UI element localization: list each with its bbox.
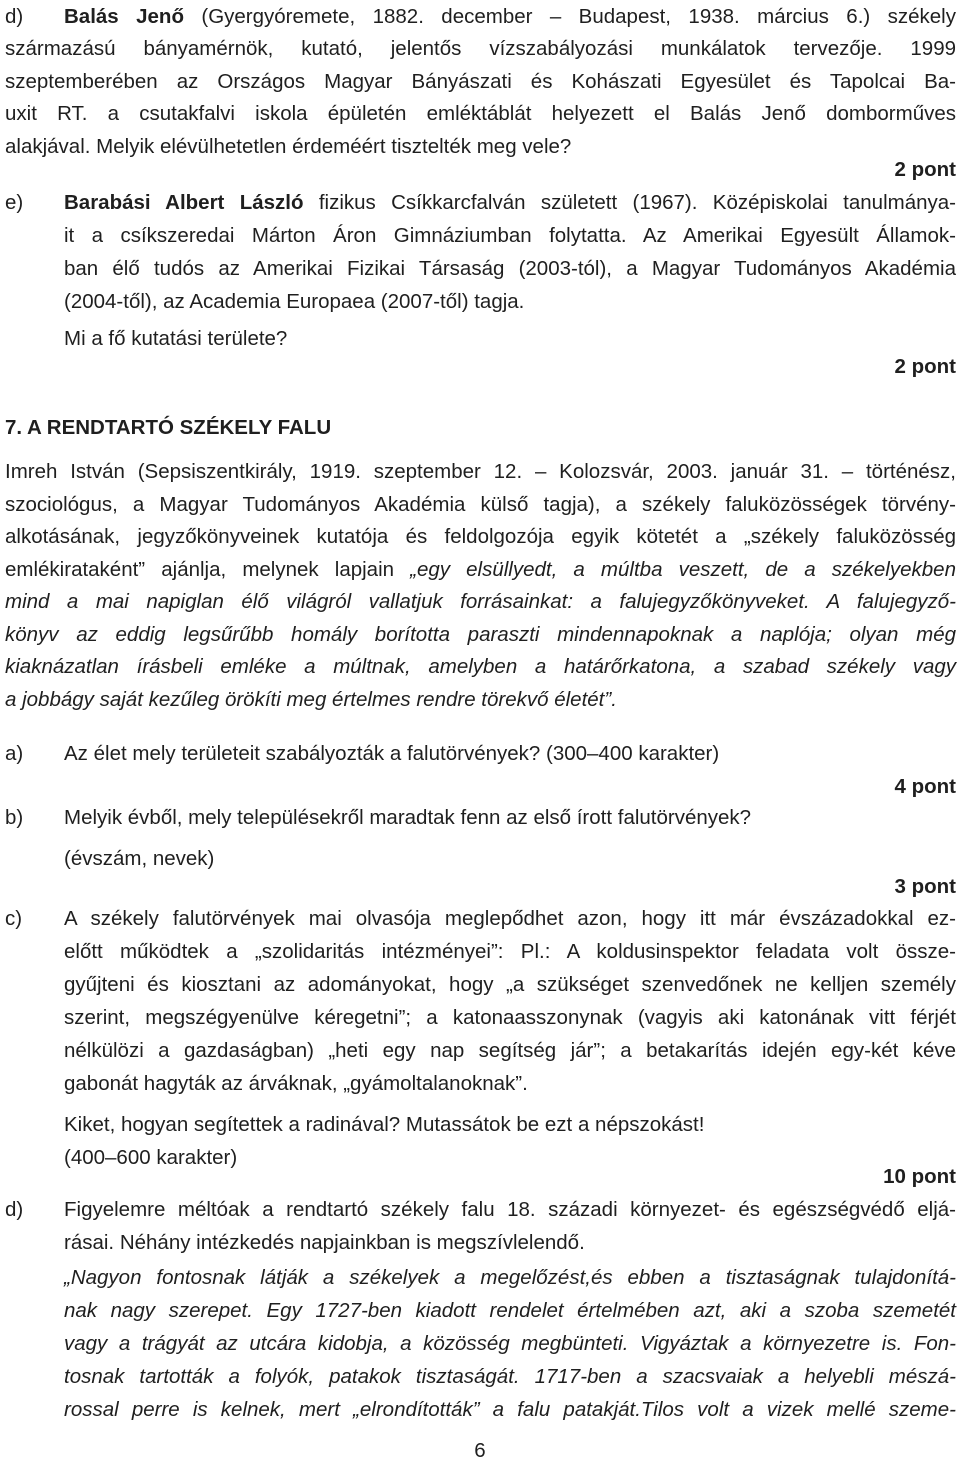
text-line: szociológus, a Magyar Tudományos Akadémia külső tagja), a székely faluközösségek törvény- xyxy=(5,492,956,516)
text-line: Balás Jenő (Gyergyóremete, 1882. december – Budapest, 1938. március 6.) székely xyxy=(64,5,956,28)
question-text: Az élet mely területeit szabályozták a falutörvények? (300–400 karakter) xyxy=(64,742,720,765)
section-title: 7. A RENDTARTÓ SZÉKELY FALU xyxy=(5,416,332,439)
page-number: 6 xyxy=(474,1439,486,1462)
text-line: szerint, megszégyenülve kéregetni”; a katonaasszonynak (vagyis aki katonának vitt férjét xyxy=(64,1006,956,1029)
text-line: rásai. Néhány intézkedés napjainkban is megszívlelendő. xyxy=(64,1231,585,1254)
item-body xyxy=(64,186,956,355)
quote-line: mind a mai napiglan élő világról vallatjuk forrásainkat: a falujegyzőkönyveket. A falujegyző- xyxy=(5,590,956,613)
quote-line: rossal perre is kelnek, mert „elrondították” a falu patakját.Tilos volt a vizek mellé szeme- xyxy=(64,1398,956,1421)
question-b xyxy=(5,801,956,875)
person-name: Barabási Albert László xyxy=(64,191,304,214)
question-a xyxy=(5,737,956,770)
person-name: Balás Jenő xyxy=(64,5,184,28)
item-label: b) xyxy=(5,806,24,829)
text-line: emlékirataként” ajánlja, melynek lapjain „egy elsüllyedt, a múltba veszett, de a székelyekben xyxy=(5,557,956,581)
points-label: 4 pont xyxy=(894,775,956,798)
item-label: d) xyxy=(5,5,24,28)
text-line: (2004-től), az Academia Europaea (2007-től) tagja. xyxy=(64,290,525,313)
quote-text: „egy elsüllyedt, a múltba veszett, de a székelyekben xyxy=(410,557,956,581)
text-line: gabonát hagyták az árváknak, „gyámoltalanoknak”. xyxy=(64,1072,528,1095)
question-text: Melyik évből, mely településekről maradtak fenn az első írott falutörvények? xyxy=(64,806,752,829)
text-line: származású bányamérnök, kutató, jelentős vízszabályozási munkálatok tervezője. 1999 xyxy=(5,37,956,60)
text-line: Imreh István (Sepsiszentkirály, 1919. szeptember 12. – Kolozsvár, 2003. január 31. – történész, xyxy=(5,460,956,483)
quote-line: vagy a trágyát az utcára kidobja, a közösség megbünteti. Vigyáztak a környezetre is. Fon- xyxy=(64,1332,956,1355)
question-c xyxy=(5,902,956,1174)
section-intro xyxy=(5,456,956,716)
text-line: it a csíkszeredai Márton Áron Gimnáziumban folytatta. Az Amerikai Egyesült Államok- xyxy=(64,224,956,247)
item-label: d) xyxy=(5,1198,24,1221)
text-line: A székely falutörvények mai olvasója meglepődhet azon, hogy itt már évszázadokkal ez- xyxy=(64,907,956,930)
quote-line: „Nagyon fontosnak látják a székelyek a megelőzést,és ebben a tisztaságnak tulajdonítá- xyxy=(64,1266,956,1289)
text-line: alkotásának, jegyzőkönyveinek kutatója és feldolgozója egyik kötetét a „székely faluközösség xyxy=(5,525,956,548)
text-line: uxit RT. a csutakfalvi iskola épületén emléktáblát helyezett el Balás Jenő domborműves xyxy=(5,102,956,125)
points-label: 2 pont xyxy=(894,158,956,181)
question-e-barabasi xyxy=(5,186,956,355)
question-task: Kiket, hogyan segítettek a radinával? Mutassátok be ezt a népszokást! xyxy=(64,1113,705,1136)
text-line: szeptemberében az Országos Magyar Bányászati és Kohászati Egyesület és Tapolcai Ba- xyxy=(5,69,956,93)
quote-line: a jobbágy saját kezűleg örökíti meg értelmes rendre törekvő életét”. xyxy=(5,687,617,711)
item-label: c) xyxy=(5,907,23,930)
question-subtext: (400–600 karakter) xyxy=(64,1146,238,1169)
question-text: Mi a fő kutatási területe? xyxy=(64,327,288,350)
points-label: 10 pont xyxy=(883,1165,956,1188)
quote-line: nak nagy szerepet. Egy 1727-ben kiadott rendelet értelmében azt, aki a szoba szemetét xyxy=(64,1299,956,1322)
quote-line: könyv az eddig legsűrűbb homály borította paraszti mindennapoknak a naplója; olyan még xyxy=(5,622,956,646)
text-line: ban élő tudós az Amerikai Fizikai Társaság (2003-tól), a Magyar Tudományos Akadémia xyxy=(64,257,956,280)
text-line: gyűjteni és kiosztani az adományokat, hogy „a szükséget szenvedőnek ne kelljen személy xyxy=(64,973,956,996)
text-line: Figyelemre méltóak a rendtartó székely falu 18. századi környezet- és egészségvédő eljá- xyxy=(64,1198,956,1221)
question-d-balas xyxy=(5,0,956,33)
question-d-environment xyxy=(5,1193,956,1426)
text-line: Barabási Albert László fizikus Csíkkarcfalván született (1967). Középiskolai tanulmánya- xyxy=(64,191,956,214)
item-d-continuation xyxy=(5,33,956,163)
text-line: alakjával. Melyik elévülhetetlen érdeméért tisztelték meg vele? xyxy=(5,134,572,158)
item-body xyxy=(64,0,956,33)
question-subtext: (évszám, nevek) xyxy=(64,847,215,870)
item-label: e) xyxy=(5,191,24,214)
text-line: nélkülözi a gazdaságban) „heti egy nap segítség jár”; a betakarítás idején egy-két kéve xyxy=(64,1039,956,1062)
quote-line: tosnak tartották a folyók, patakok tisztaságát. 1717-ben a szacsvaiak a helyebli mészá- xyxy=(64,1365,956,1388)
points-label: 3 pont xyxy=(894,875,956,898)
text-line: előtt működtek a „szolidaritás intézményei”: Pl.: A koldusinspektor feladata volt össze- xyxy=(64,940,956,963)
item-label: a) xyxy=(5,742,24,765)
quote-line: kiaknázatlan írásbeli emléke a múltnak, amelyben a határőrkatona, a szabad székely vagy xyxy=(5,655,956,678)
points-label: 2 pont xyxy=(894,355,956,378)
